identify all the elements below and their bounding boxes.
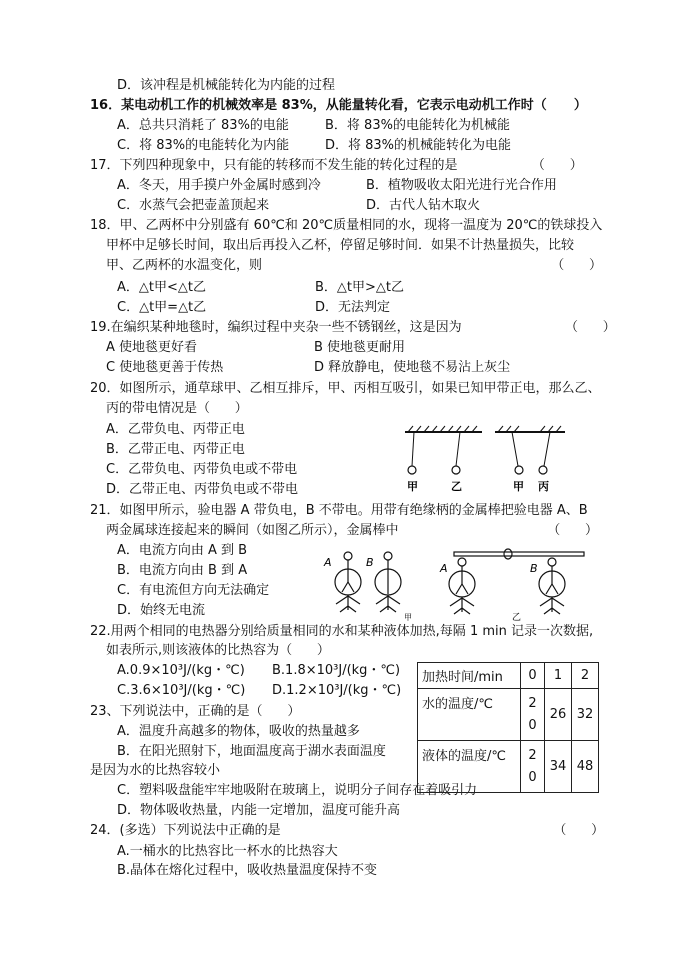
fig21-label-b1: B: [366, 556, 374, 569]
text-line: D．物体吸收热量，内能一定增加，温度可能升高: [117, 803, 401, 818]
text-line: B 使地毯更耐用: [314, 340, 406, 355]
fig21-caption-1: 甲: [404, 613, 412, 622]
text-line: 20．如图所示，通草球甲、乙相互排斥，甲、丙相互吸引，如果已知甲带正电，那么乙、: [90, 381, 601, 396]
fig21-label-a1: A: [324, 556, 332, 569]
fig20-label-1: 甲: [407, 480, 418, 493]
text-line: 23、下列说法中，正确的是（ ）: [90, 704, 301, 719]
fig20-label-4: 丙: [538, 480, 549, 493]
table-cell: 水的温度/℃: [418, 689, 521, 741]
text-line: B．将 83%的电能转化为机械能: [325, 118, 510, 133]
text-line: A.一桶水的比热容比一杯水的比热容大: [117, 844, 338, 859]
text-line: 16．某电动机工作的机械效率是 83%，从能量转化看，它表示电动机工作时（ ）: [90, 98, 587, 113]
text-line: B．△t甲>△t乙: [315, 280, 405, 295]
heating-data-table: [417, 662, 599, 793]
text-line: B．植物吸收太阳光进行光合作用: [366, 178, 557, 193]
text-line: B．在阳光照射下，地面温度高于湖水表面温度: [117, 744, 386, 759]
table-row: [418, 689, 599, 741]
text-line: C.3.6×10³J/(kg・℃): [117, 683, 246, 698]
text-line: D.1.2×10³J/(kg・℃): [272, 683, 402, 698]
table-cell: 2 0: [521, 741, 545, 793]
table-cell: 26: [545, 689, 572, 741]
table-header-cell: 1: [545, 663, 572, 689]
text-line: A.0.9×10³J/(kg・℃): [117, 663, 245, 678]
text-line: A 使地毯更好看: [106, 340, 198, 355]
text-line: 是因为水的比热容较小: [90, 763, 221, 778]
text-line: A．冬天，用手摸户外金属时感到冷: [117, 178, 321, 193]
table-cell: 液体的温度/℃: [418, 741, 521, 793]
table-header-cell: 0: [521, 663, 545, 689]
fig21-caption-2: 乙: [512, 613, 522, 622]
text-line: C．将 83%的电能转化为内能: [117, 138, 290, 153]
table-cell: 48: [572, 741, 599, 793]
text-line: 17．下列四种现象中，只有能的转移而不发生能的转化过程的是 （ ）: [90, 158, 583, 173]
text-line: A．乙带负电、丙带正电: [106, 422, 245, 437]
text-line: B.1.8×10³J/(kg・℃): [272, 663, 401, 678]
text-line: A．总共只消耗了 83%的电能: [117, 118, 289, 133]
text-line: B．乙带正电、丙带正电: [106, 442, 245, 457]
text-line: C．有电流但方向无法确定: [117, 583, 270, 598]
text-line: D．无法判定: [315, 300, 391, 315]
text-line: D．始终无电流: [117, 603, 206, 618]
text-line: C．△t甲=△t乙: [117, 300, 207, 315]
table-header-cell: 2: [572, 663, 599, 689]
text-line: C．塑料吸盘能牢牢地吸附在玻璃上，说明分子间存在着吸引力: [117, 783, 478, 798]
text-line: D．该冲程是机械能转化为内能的过程: [117, 78, 336, 93]
text-line: D．古代人钻木取火: [366, 198, 481, 213]
text-line: B.晶体在熔化过程中，吸收热量温度保持不变: [117, 863, 378, 878]
text-line: 21．如图甲所示，验电器 A 带负电，B 不带电。用带有绝缘柄的金属棒把验电器 A、B: [90, 503, 588, 518]
text-line: D．将 83%的机械能转化为电能: [325, 138, 512, 153]
text-line: 甲杯中足够长时间，取出后再投入乙杯，停留足够时间．如果不计热量损失，比较: [106, 238, 575, 253]
table-header-cell: 加热时间/min: [418, 663, 521, 689]
fig20-label-3: 甲: [513, 480, 524, 493]
figure-20-pith-balls: [400, 422, 570, 494]
table-cell: 2 0: [521, 689, 545, 741]
text-line: 如表所示,则该液体的比热容为（ ）: [106, 643, 330, 658]
text-line: A．△t甲<△t乙: [117, 280, 206, 295]
figure-21-electroscopes: [322, 548, 592, 622]
table-row: [418, 741, 599, 793]
text-line: 19.在编织某种地毯时，编织过程中夹杂一些不锈钢丝，这是因为 （ ）: [90, 320, 616, 335]
fig21-label-a2: A: [440, 562, 448, 575]
text-line: 22.用两个相同的电热器分别给质量相同的水和某种液体加热,每隔 1 min 记录一次数据,: [90, 624, 594, 639]
table-cell: 34: [545, 741, 572, 793]
text-line: C 使地毯更善于传热: [106, 360, 224, 375]
text-line: A．温度升高越多的物体，吸收的热量越多: [117, 724, 360, 739]
text-line: D．乙带正电、丙带负电或不带电: [106, 482, 299, 497]
text-line: C．水蒸气会把壶盖顶起来: [117, 198, 270, 213]
text-line: B．电流方向由 B 到 A: [117, 563, 248, 578]
fig21-label-b2: B: [530, 562, 538, 575]
text-line: C．乙带负电、丙带负电或不带电: [106, 462, 298, 477]
table-row: [418, 663, 599, 689]
text-line: A．电流方向由 A 到 B: [117, 543, 248, 558]
fig20-label-2: 乙: [451, 480, 462, 493]
text-line: 丙的带电情况是（ ）: [106, 401, 248, 416]
text-line: 两金属球连接起来的瞬间（如图乙所示），金属棒中 （ ）: [106, 523, 599, 538]
text-line: 18．甲、乙两杯中分别盛有 60℃和 20℃质量相同的水，现将一温度为 20℃的铁球投入: [90, 218, 603, 233]
table-cell: 32: [572, 689, 599, 741]
text-line: 甲、乙两杯的水温变化，则 （ ）: [106, 258, 603, 273]
text-line: 24．(多选）下列说法中正确的是 （ ）: [90, 823, 605, 838]
text-line: D 释放静电，使地毯不易沾上灰尘: [314, 360, 511, 375]
